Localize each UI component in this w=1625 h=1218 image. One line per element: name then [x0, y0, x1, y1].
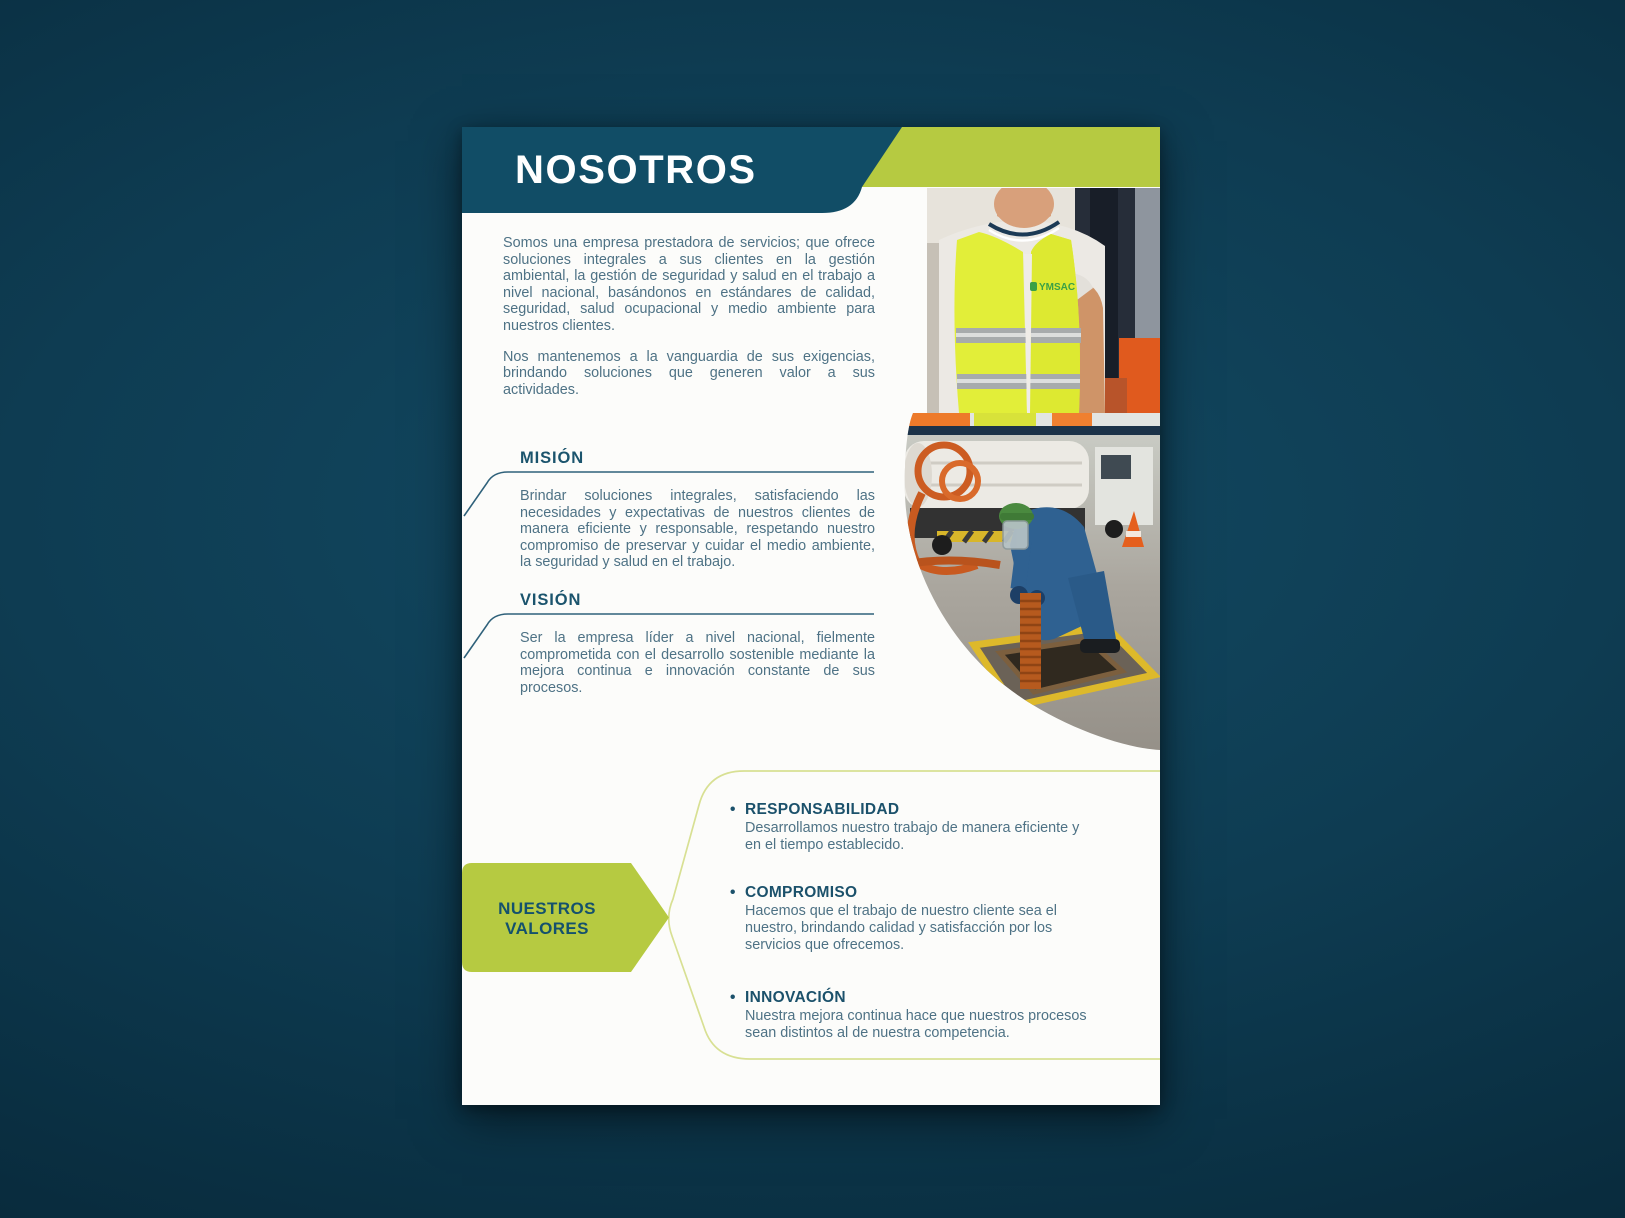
intro-paragraph-1: Somos una empresa prestadora de servicios; que ofrece soluciones integrales a sus clientes en la gestión ambiental, la gestión de seguridad y salud en el trabajo a nivel nacional, basándonos en estándares de calidad, seguridad, salud ocupacional y medio ambiente para nuestros clientes.: [503, 235, 875, 334]
value-item-responsabilidad: [730, 801, 1088, 854]
value-item-compromiso: [730, 884, 1088, 954]
value-description: Desarrollamos nuestro trabajo de manera eficiente y en el tiempo establecido.: [745, 820, 1080, 853]
value-name: COMPROMISO: [745, 884, 858, 901]
vest-logo-icon: [1030, 282, 1037, 291]
vision-heading: VISIÓN: [520, 591, 582, 609]
brochure-page: [462, 127, 1160, 1105]
value-name: INNOVACIÓN: [745, 989, 846, 1006]
vest-logo-text: YMSAC: [1039, 282, 1076, 293]
values-banner-line1: NUESTROS: [498, 899, 596, 918]
intro-paragraph-2: Nos mantenemos a la vanguardia de sus exigencias, brindando soluciones que generen valor a sus actividades.: [503, 348, 875, 398]
values-banner-line2: VALORES: [505, 918, 589, 938]
bullet-icon: •: [730, 801, 736, 818]
values-list: [730, 801, 1088, 1042]
mission-heading: MISIÓN: [520, 449, 585, 467]
value-description: Nuestra mejora continua hace que nuestros procesos sean distintos al de nuestra competencia.: [745, 1008, 1087, 1041]
value-description: Hacemos que el trabajo de nuestro cliente sea el nuestro, brindando calidad y satisfacción por los servicios que ofrecemos.: [745, 903, 1057, 953]
page-title: NOSOTROS: [515, 148, 757, 192]
bullet-icon: •: [730, 989, 736, 1006]
vision-body: Ser la empresa líder a nivel nacional, fielmente comprometida con el desarrollo sostenible mediante la mejora continua e innovación constante de sus procesos.: [520, 630, 875, 696]
photo-worker-vest: [927, 188, 1160, 413]
mission-body: Brindar soluciones integrales, satisfaciendo las necesidades y expectativas de nuestros clientes de manera eficiente y responsable, respetando nuestro compromiso de preservar y cuidar el medio ambiente, la seguridad y salud en el trabajo.: [520, 488, 875, 570]
value-name: RESPONSABILIDAD: [745, 801, 900, 818]
intro-text: [503, 235, 875, 398]
photo-drain-cleaning: [882, 413, 1160, 760]
value-item-innovacion: [730, 989, 1088, 1042]
values-banner-text: [462, 899, 632, 938]
bullet-icon: •: [730, 884, 736, 901]
